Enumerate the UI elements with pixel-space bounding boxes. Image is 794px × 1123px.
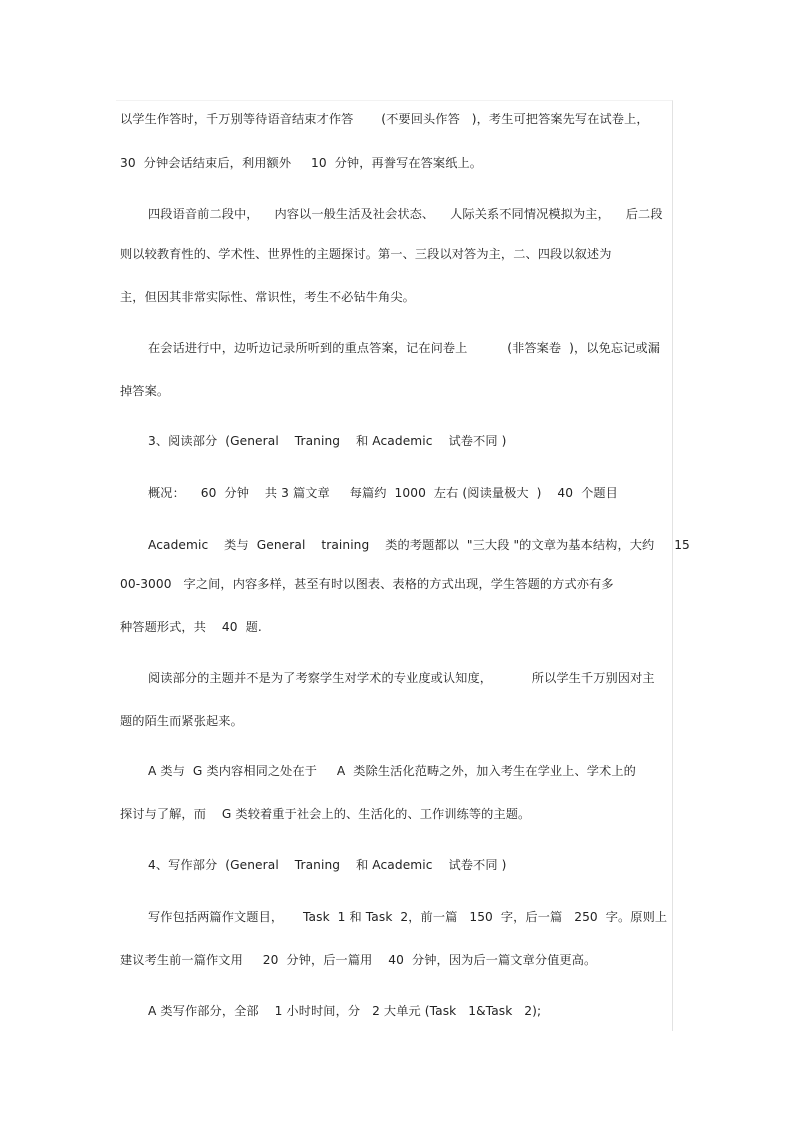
paragraph-line: 写作包括两篇作文题目， Task 1 和 Task 2，前一篇 150 字，后一篇 250 字。原则上 xyxy=(148,910,668,924)
paragraph-line: 建议考生前一篇作文用 20 分钟，后一篇用 40 分钟，因为后一篇文章分值更高。 xyxy=(120,953,597,967)
paragraph-line: 概况： 60 分钟 共 3 篇文章 每篇约 1000 左右 (阅读量极大 ) 40 个题目 xyxy=(148,486,618,500)
paragraph-line: A 类写作部分，全部 1 小时时间，分 2 大单元 (Task 1&Task 2); xyxy=(148,1004,542,1018)
paragraph-line: 30 分钟会话结束后，利用额外 10 分钟，再誊写在答案纸上。 xyxy=(120,156,483,170)
paragraph-line: 掉答案。 xyxy=(120,384,170,398)
paragraph-line: 种答题形式，共 40 题. xyxy=(120,620,262,634)
section-heading: 4、写作部分 (General Traning 和 Academic 试卷不同 ) xyxy=(148,858,507,872)
paragraph-line: 在会话进行中，边听边记录所听到的重点答案，记在问卷上 (非答案卷 )，以免忘记或漏 xyxy=(148,341,661,355)
paragraph-line: A 类与 G 类内容相同之处在于 A 类除生活化范畴之外，加入考生在学业上、学术上的 xyxy=(148,764,636,778)
paragraph-line: 00-3000 字之间，内容多样，甚至有时以图表、表格的方式出现，学生答题的方式亦有多 xyxy=(120,577,614,591)
paragraph-line: 阅读部分的主题并不是为了考察学生对学术的专业度或认知度， 所以学生千万别因对主 xyxy=(148,671,655,685)
paragraph-line: 主，但因其非常实际性、常识性，考生不必钻牛角尖。 xyxy=(120,290,415,304)
page-frame xyxy=(116,100,673,1031)
paragraph-line: 探讨与了解，而 G 类较着重于社会上的、生活化的、工作训练等的主题。 xyxy=(120,807,531,821)
paragraph-line: 则以较教育性的、学术性、世界性的主题探讨。第一、三段以对答为主，二、四段以叙述为 xyxy=(120,247,612,261)
paragraph-line: 以学生作答时，千万别等待语音结束才作答 (不要回头作答 )，考生可把答案先写在试卷上， xyxy=(120,112,649,126)
paragraph-line: 题的陌生而紧张起来。 xyxy=(120,714,243,728)
paragraph-line: Academic 类与 General training 类的考题都以 "三大段 "的文章为基本结构，大约 15 xyxy=(148,538,690,552)
section-heading: 3、阅读部分 (General Traning 和 Academic 试卷不同 ) xyxy=(148,434,507,448)
paragraph-line: 四段语音前二段中， 内容以一般生活及社会状态、 人际关系不同情况模拟为主， 后二段 xyxy=(148,207,663,221)
